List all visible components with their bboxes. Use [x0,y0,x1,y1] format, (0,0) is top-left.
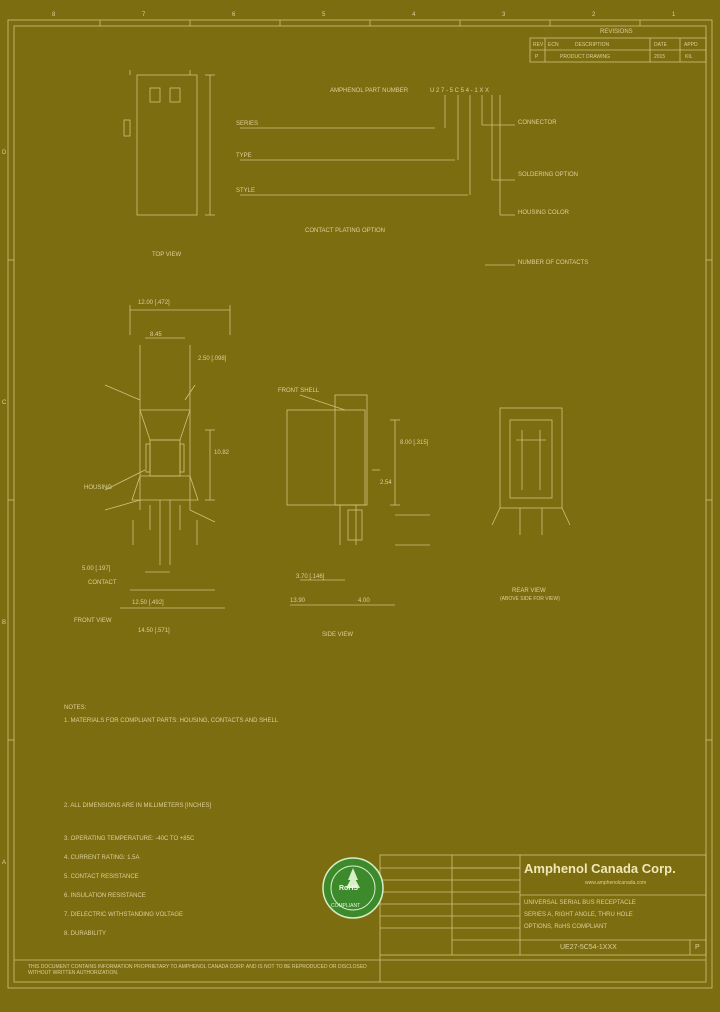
front-view-label: FRONT VIEW [74,618,112,624]
dim-side-total: 13.90 [290,598,306,604]
note-item: 8. DURABILITY [64,931,107,937]
dim-inner: 8.45 [150,332,162,338]
note-item: 7. DIELECTRIC WITHSTANDING VOLTAGE [64,912,184,918]
housing-label: HOUSING [84,485,113,491]
notes-title: NOTES: [64,705,87,711]
border-col-label: 5 [322,12,326,18]
description-line: SERIES A, RIGHT ANGLE, THRU HOLE [524,912,633,918]
dim-side-short: 4.00 [358,598,370,604]
border-col-label: 1 [672,12,676,18]
border-col-label: 4 [412,12,416,18]
type-label: TYPE [236,153,252,159]
dim-side-depth: 3.70 [.146] [296,574,325,580]
rohs-label: RoHS [339,885,359,892]
rev-header-ecn: ECN [548,42,559,48]
rev-header-rev: REV [533,42,544,48]
dim-offset: 2.50 [.098] [198,356,227,362]
border-row-label: C [2,400,7,406]
border-col-label: 8 [52,12,56,18]
description-line: UNIVERSAL SERIAL BUS RECEPTACLE [524,900,636,906]
rev-row-appd: KIL [685,54,693,60]
front-shell-label: FRONT SHELL [278,388,320,394]
drawing-number: UE27-5C54-1XXX [560,944,617,951]
rev-header-appd: APPD [684,42,698,48]
company-website: www.amphenolcanada.com [585,880,647,886]
rev-row-rev: P [535,54,539,60]
dim-side-height: 8.00 [.315] [400,440,429,446]
dim-base: 12.50 [.492] [132,600,164,606]
dim-overall: 14.50 [.571] [138,628,170,634]
border-col-label: 7 [142,12,146,18]
dim-height: 10.82 [214,450,230,456]
option-housing-color: HOUSING COLOR [518,210,570,216]
border-row-label: B [2,620,7,626]
drawing-rev: P [695,944,700,951]
option-connector: CONNECTOR [518,120,557,126]
revisions-title: REVISIONS [600,29,633,35]
rev-row-desc: PRODUCT DRAWING [560,54,610,60]
dim-contact-pitch: 5.00 [.197] [82,566,111,572]
border-col-label: 2 [592,12,596,18]
part-number-value: U 2 7 - 5 C 5 4 - 1 X X [430,88,490,94]
border-row-label: A [2,860,7,866]
rev-header-desc: DESCRIPTION [575,42,610,48]
border-row-label: D [2,150,7,156]
border-col-label: 3 [502,12,506,18]
description-line: OPTIONS, RoHS COMPLIANT [524,924,608,930]
note-item: 5. CONTACT RESISTANCE [64,874,139,880]
rohs-ring-text: COMPLIANT [331,903,361,909]
option-soldering: SOLDERING OPTION [518,172,579,178]
series-label: SERIES [236,121,259,127]
part-number-label: AMPHENOL PART NUMBER [330,88,409,94]
option-plating: CONTACT PLATING OPTION [305,228,386,234]
note-item: 3. OPERATING TEMPERATURE: -40C TO +85C [64,836,195,842]
dim-side-pitch: 2.54 [380,480,392,486]
rev-header-date: DATE [654,42,667,48]
rear-view-sublabel: (ABOVE SIDE FOR VIEW) [500,596,560,602]
rev-row-date: 2015 [654,54,666,60]
note-item: 6. INSULATION RESISTANCE [64,893,146,899]
border-col-label: 6 [232,12,236,18]
note-item: 1. MATERIALS FOR COMPLIANT PARTS: HOUSING, CONTACTS AND SHELL [64,718,279,724]
note-item: 4. CURRENT RATING: 1.5A [64,855,140,861]
top-view-label: TOP VIEW [152,252,182,258]
contact-label: CONTACT [88,580,117,586]
option-contacts: NUMBER OF CONTACTS [518,260,589,266]
style-label: STYLE [236,188,256,194]
company-name: Amphenol Canada Corp. [524,861,676,876]
proprietary-notice: THIS DOCUMENT CONTAINS INFORMATION PROPRIETARY TO AMPHENOL CANADA CORP. AND IS NOT TO BE REPRODUCED OR DISCLOSED WITHOUT WRITTEN AUTHORIZATION. [28,964,367,976]
note-item: 2. ALL DIMENSIONS ARE IN MILLIMETERS [INCHES] [64,803,212,809]
side-view-label: SIDE VIEW [322,632,354,638]
rear-view-label: REAR VIEW [512,588,546,594]
dim-width: 12.00 [.472] [138,300,170,306]
